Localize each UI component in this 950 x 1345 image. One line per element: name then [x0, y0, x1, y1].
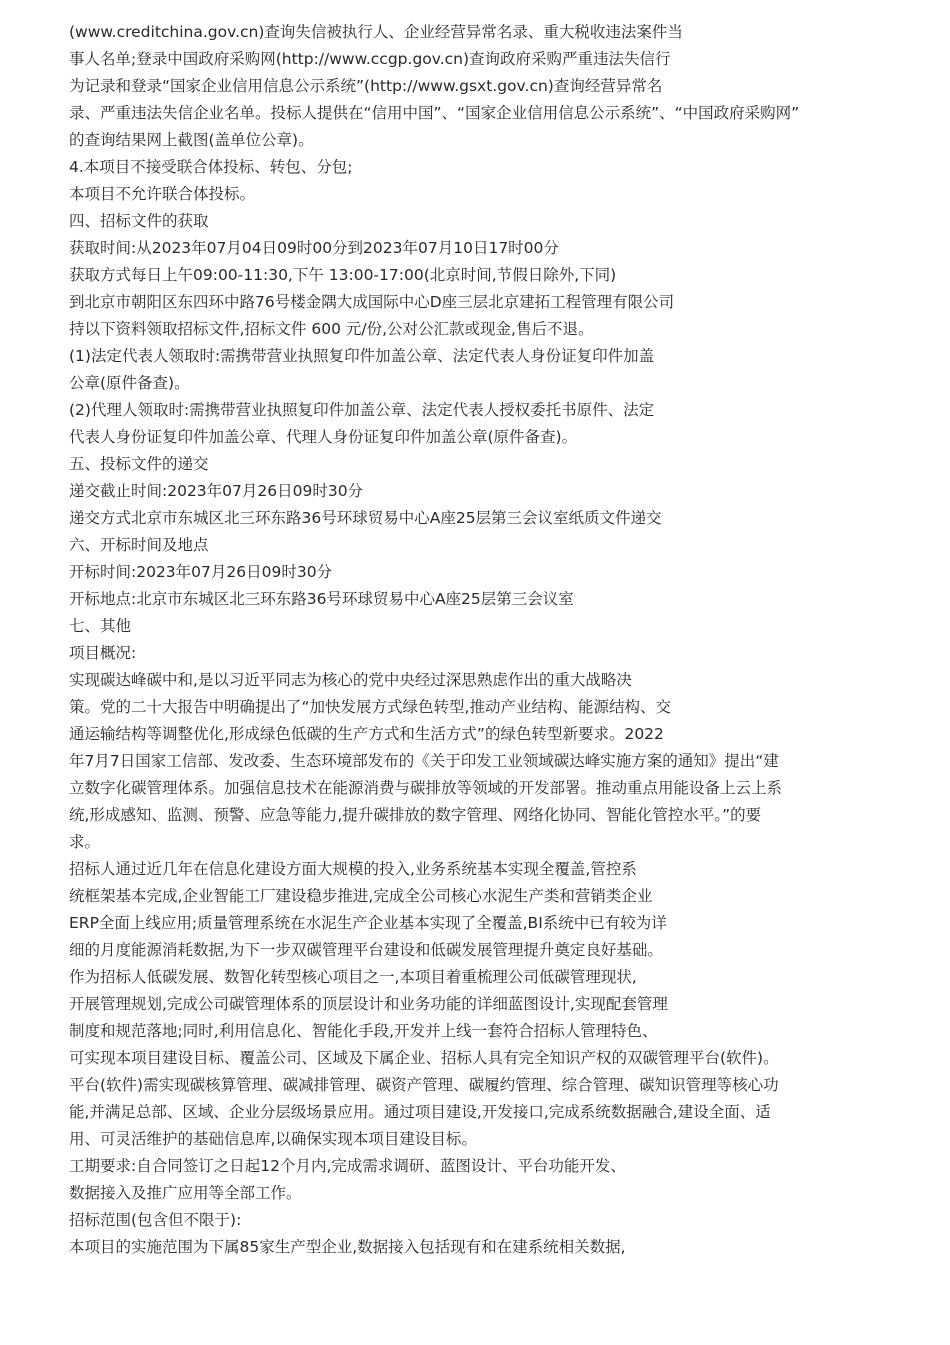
text-line: 开标时间:2023年07月26日09时30分: [69, 563, 333, 581]
text-line: 五、投标文件的递交: [69, 455, 209, 473]
text-line: 七、其他: [69, 617, 132, 635]
text-line: 制度和规范落地;同时,利用信息化、智能化手段,开发并上线一套符合招标人管理特色、: [69, 1022, 658, 1040]
text-line: ERP全面上线应用;质量管理系统在水泥生产企业基本实现了全覆盖,BI系统中已有较为详: [69, 914, 667, 932]
text-line: 统,形成感知、监测、预警、应急等能力,提升碳排放的数字管理、网络化协同、智能化管控水平。”的要: [69, 806, 762, 824]
text-line: 录、严重违法失信企业名单。投标人提供在“信用中国”、“国家企业信用信息公示系统”、“中国政府采购网”: [69, 104, 800, 122]
text-line: 开展管理规划,完成公司碳管理体系的顶层设计和业务功能的详细蓝图设计,实现配套管理: [69, 995, 668, 1013]
text-line: 平台(软件)需实现碳核算管理、碳减排管理、碳资产管理、碳履约管理、综合管理、碳知识管理等核心功: [69, 1076, 779, 1094]
text-line: 本项目不允许联合体投标。: [69, 185, 256, 203]
text-line: 递交方式北京市东城区北三环东路36号环球贸易中心A座25层第三会议室纸质文件递交: [69, 509, 662, 527]
text-line: 细的月度能源消耗数据,为下一步双碳管理平台建设和低碳发展管理提升奠定良好基础。: [69, 941, 663, 959]
text-line: 年7月7日国家工信部、发改委、生态环境部发布的《关于印发工业领域碳达峰实施方案的通知》提出“建: [69, 752, 779, 770]
text-line: 事人名单;登录中国政府采购网(http://www.ccgp.gov.cn)查询政府采购严重违法失信行: [69, 50, 671, 68]
text-line: 招标人通过近几年在信息化建设方面大规模的投入,业务系统基本实现全覆盖,管控系: [69, 860, 637, 878]
text-line: 持以下资料领取招标文件,招标文件 600 元/份,公对公汇款或现金,售后不退。: [69, 320, 594, 338]
text-line: 能,并满足总部、区域、企业分层级场景应用。通过项目建设,开发接口,完成系统数据融合,建设全面、适: [69, 1103, 771, 1121]
text-line: 递交截止时间:2023年07月26日09时30分: [69, 482, 364, 500]
document-body: [69, 19, 889, 1261]
text-line: 获取时间:从2023年07月04日09时00分到2023年07月10日17时00分: [69, 239, 559, 257]
text-line: 为记录和登录“国家企业信用信息公示系统”(http://www.gsxt.gov.cn)查询经营异常名: [69, 77, 663, 95]
text-line: 工期要求:自合同签订之日起12个月内,完成需求调研、蓝图设计、平台功能开发、: [69, 1157, 626, 1175]
text-line: 用、可灵活维护的基础信息库,以确保实现本项目建设目标。: [69, 1130, 477, 1148]
text-line: 四、招标文件的获取: [69, 212, 209, 230]
text-line: 立数字化碳管理体系。加强信息技术在能源消费与碳排放等领域的开发部署。推动重点用能设备上云上系: [69, 779, 783, 797]
text-line: 作为招标人低碳发展、数智化转型核心项目之一,本项目着重梳理公司低碳管理现状,: [69, 968, 637, 986]
text-line: 数据接入及推广应用等全部工作。: [69, 1184, 302, 1202]
text-line: 的查询结果网上截图(盖单位公章)。: [69, 131, 314, 149]
text-line: 本项目的实施范围为下属85家生产型企业,数据接入包括现有和在建系统相关数据,: [69, 1238, 626, 1256]
text-line: (1)法定代表人领取时:需携带营业执照复印件加盖公章、法定代表人身份证复印件加盖: [69, 347, 655, 365]
text-line: 统框架基本完成,企业智能工厂建设稳步推进,完成全公司核心水泥生产类和营销类企业: [69, 887, 653, 905]
text-line: 到北京市朝阳区东四环中路76号楼金隅大成国际中心D座三层北京建拓工程管理有限公司: [69, 293, 675, 311]
text-line: (2)代理人领取时:需携带营业执照复印件加盖公章、法定代表人授权委托书原件、法定: [69, 401, 655, 419]
text-line: 可实现本项目建设目标、覆盖公司、区域及下属企业、招标人具有完全知识产权的双碳管理平台(软件)。: [69, 1049, 779, 1067]
text-line: 项目概况:: [69, 644, 137, 662]
text-line: 实现碳达峰碳中和,是以习近平同志为核心的党中央经过深思熟虑作出的重大战略决: [69, 671, 632, 689]
text-line: 开标地点:北京市东城区北三环东路36号环球贸易中心A座25层第三会议室: [69, 590, 574, 608]
text-line: 求。: [69, 833, 101, 851]
text-line: 代表人身份证复印件加盖公章、代理人身份证复印件加盖公章(原件备查)。: [69, 428, 578, 446]
text-line: (www.creditchina.gov.cn)查询失信被执行人、企业经营异常名录、重大税收违法案件当: [69, 23, 683, 41]
text-line: 招标范围(包含但不限于):: [69, 1211, 242, 1229]
text-line: 公章(原件备查)。: [69, 374, 190, 392]
text-line: 六、开标时间及地点: [69, 536, 209, 554]
text-line: 获取方式每日上午09:00-11:30,下午 13:00-17:00(北京时间,节假日除外,下同): [69, 266, 617, 284]
text-line: 4.本项目不接受联合体投标、转包、分包;: [69, 158, 353, 176]
text-line: 策。党的二十大报告中明确提出了“加快发展方式绿色转型,推动产业结构、能源结构、交: [69, 698, 671, 716]
text-line: 通运输结构等调整优化,形成绿色低碳的生产方式和生活方式”的绿色转型新要求。2022: [69, 725, 664, 743]
